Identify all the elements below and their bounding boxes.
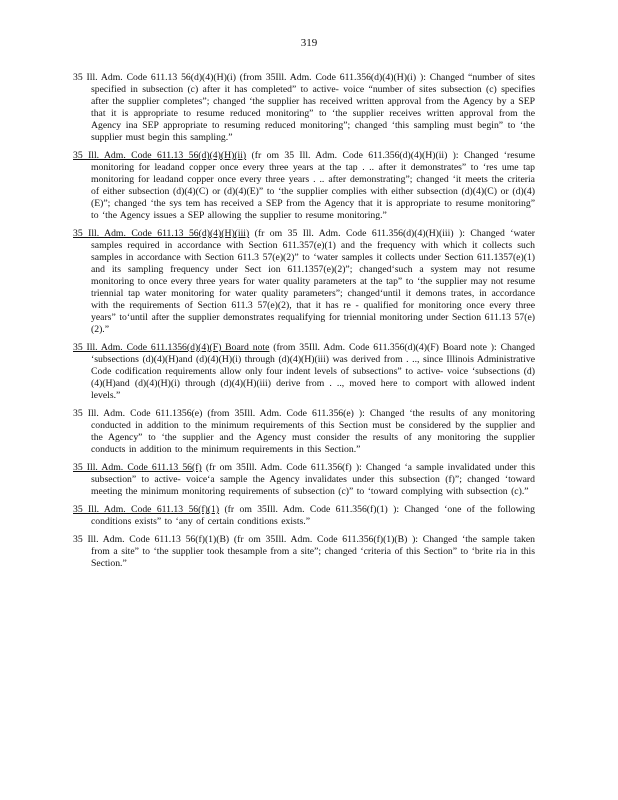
note-entry-4: [73, 342, 535, 402]
note-text: (fr om 35 Ill. Adm. Code 611.356(d)(4)(H)(iii) ): Changed ‘water samples required in accordance with Section 611.357(e)(1) and the frequency with which it collects such samples in accordance with Section 611.3 57(e)(2)” to ‘water samples it collects under Section 611.1357(e)(1) and its sampling frequency under Sect ion 611.1357(e)(2)”; changed‘such a system may not resume monitoring to once every three years for water quality parameters at the tap” to ‘the supplier may not resume triennial tap water monitoring for water quality parameters”; changed‘until it demons trates, in accordance with the requirements of Section 611.3 57(e)(2), that it has re - qualified for monitoring once every three years” to‘until after the supplier demonstrates requalifying for triennial monitoring under Section 611.13 57(e)(2).”: [91, 228, 535, 335]
note-text: (fr om 35Ill. Adm. Code 611.356(f) ): Changed ‘a sample invalidated under this subsection” to active- voice‘a sample the Agency invalidates under this subsection (f)”; changed ‘toward meeting the minimum monitoring requirements of subsection (c)” to ‘toward complying with subsection (c).”: [91, 462, 536, 497]
note-entry-3: [73, 228, 535, 336]
note-citation: 35 Ill. Adm. Code 611.13 56(f)(1): [73, 504, 220, 516]
note-text: 35 Ill. Adm. Code 611.13 56(d)(4)(H)(i) (from 35Ill. Adm. Code 611.356(d)(4)(H)(i) ): Changed “number of sites specified in subsection (c) after it has completed” to active- voice “number of sites subsection (c) specifies after the supplier completes”; changed ‘the supplier has received written approval from the Agency by a SEP that it is appropriate to resume reduced monitoring” to ‘the supplier receives written approval from the Agency ina SEP appropriate to resuming reduced monitoring”; changed ‘this sampling must begin” to ‘the supplier must begin this sampling.”: [73, 72, 535, 143]
page-number: 319: [300, 37, 318, 49]
note-text: 35 Ill. Adm. Code 611.13 56(f)(1)(B) (fr om 35Ill. Adm. Code 611.356(f)(1)(B) ): Changed ‘the sample taken from a site” to ‘the supplier took thesample from a site”; changed ‘criteria of this Section” to ‘brite ria in this Section.”: [73, 534, 535, 570]
note-citation: 35 Ill. Adm. Code 611.1356(d)(4)(F) Board note: [73, 341, 270, 353]
note-entry-2: [73, 150, 535, 222]
note-text: 35 Ill. Adm. Code 611.1356(e) (from 35Ill. Adm. Code 611.356(e) ): Changed ‘the results of any monitoring conducted in addition to the minimum requirements of this Section must be considered by the supplier and the Agency” to ‘the supplier and the Agency must consider the results of any monitoring the supplier conducts in addition to the minimum requirements in this Section.”: [73, 407, 535, 455]
note-citation: 35 Ill. Adm. Code 611.13 56(d)(4)(H)(iii): [73, 228, 250, 240]
note-citation: 35 Ill. Adm. Code 611.13 56(d)(4)(H)(ii): [73, 150, 247, 162]
amendment-notes: [73, 72, 535, 577]
note-entry-5: [73, 408, 535, 456]
note-text: (fr om 35 Ill. Adm. Code 611.356(d)(4)(H)(ii) ): Changed ‘resume monitoring for leadand copper once every three years at the tap . .. after it demonstrates” to ‘res ume tap monitoring for leadand copper once every three years . .. after demonstrating”; changed ‘it meets the criteria of either subsection (d)(4)(C) or (d)(4)(E)” to ‘the supplier complies with either subsection (d)(4)(C) or (d)(4)(E)”; changed ‘the sys tem has received a SEP from the Agency that it is appropriate to resume monitoring” to ‘the Agency issues a SEP allowing the supplier to resume monitoring.”: [91, 150, 535, 221]
note-entry-1: [73, 72, 535, 144]
note-citation: 35 Ill. Adm. Code 611.13 56(f): [73, 462, 202, 474]
note-entry-8: [73, 534, 535, 570]
note-entry-7: [73, 504, 535, 528]
note-entry-6: [73, 462, 535, 498]
note-text: (fr om 35Ill. Adm. Code 611.356(f)(1) ): Changed ‘one of the following conditions exists” to ‘any of certain conditions exists.”: [91, 504, 535, 528]
note-text: (from 35Ill. Adm. Code 611.356(d)(4)(F) Board note ): Changed ‘subsections (d)(4)(H)and (d)(4)(H)(i) through (d)(4)(H)(iii) was derived from . .., since Illinois Administrative Code codification requirements allow only four indent levels of subsections” to active- voice ‘subsections (d)(4)(H)and (d)(4)(H)(i) through (d)(4)(H)(iii) derive from . .., moved here to comport with allowed indent levels.”: [91, 341, 536, 401]
